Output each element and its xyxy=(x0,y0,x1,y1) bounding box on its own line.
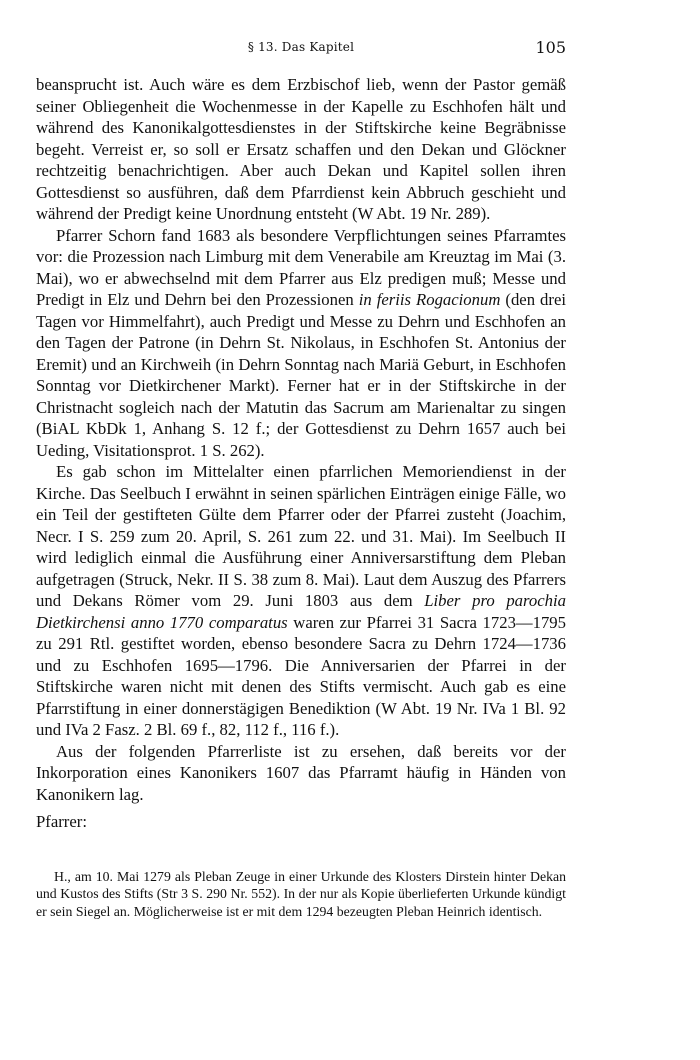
page-header xyxy=(36,38,566,60)
paragraph-2-text-a: Pfarrer Schorn fand 1683 als besondere Verpflichtungen seines Pfarramtes vor: die Prozession nach Limburg mit dem Venerabile am Kreuztag im Mai (3. Mai), wo er abwechselnd mit dem Pfarrer aus Elz predigen muß; Messe und Predigt in Elz und Dehrn bei den Prozessionen xyxy=(36,225,566,309)
entry-text: H., am 10. Mai 1279 als Pleban Zeuge in einer Urkunde des Klosters Dirstein hinter Dekan und Kustos des Stifts (Str 3 S. 290 Nr. 552). In der nur als Kopie überlieferten Urkunde kündigt er sein Siegel an. Möglicherweise ist er mit dem 1294 bezeugten Pleban Heinrich identisch. xyxy=(36,869,566,919)
paragraph-2 xyxy=(36,225,566,462)
section-label: Pfarrer: xyxy=(36,812,87,831)
paragraph-4: Aus der folgenden Pfarrerliste ist zu ersehen, daß bereits vor der Inkorporation eines Kanonikers 1607 das Pfarramt häufig in Händen von Kanonikern lag. xyxy=(36,741,566,804)
paragraph-2-text-b: (den drei Tagen vor Himmelfahrt), auch Predigt und Messe zu Dehrn und Eschhofen an den Tagen der Patrone (in Dehrn St. Nikolaus, in Eschhofen St. Antonius der Eremit) und an Kirchweih (in Dehrn Sonntag nach Mariä Geburt, in Eschhofen Sonntag vor Dietkirchener Markt). Ferner hat er in der Stiftskirche in der Christnacht sogleich nach der Matutin das Sacrum am Marienaltar zu singen (BiAL KbDk 1, Anhang S. 12 f.; der Gottesdienst zu Dehrn 1657 auch bei Ueding, Visitationsprot. 1 S. 262). xyxy=(36,290,566,460)
paragraph-2-italic: in feriis Rogacionum xyxy=(358,290,501,309)
paragraph-1: beansprucht ist. Auch wäre es dem Erzbischof lieb, wenn der Pastor gemäß seiner Obliegenheit die Wochenmesse in der Kapelle zu Eschhofen hält und während des Kanonikalgottesdienstes in der Stiftskirche keine Begräbnisse begeht. Verreist er, so soll er Ersatz schaffen und den Dekan und Glöckner rechtzeitig benachrichtigen. Aber auch Dekan und Kapitel sollen ihren Gottesdienst so ausführen, daß dem Pfarrdienst kein Abbruch geschieht und während der Predigt keine Unordnung entsteht (W Abt. 19 Nr. 289). xyxy=(36,75,566,223)
paragraph-3-text-a: Es gab schon im Mittelalter einen pfarrlichen Memoriendienst in der Kirche. Das Seelbuch I erwähnt in seinen spärlichen Einträgen einige Fälle, wo ein Teil der gestifteten Gülte dem Pfarrer oder der Pfarrei zusteht (Joachim, Necr. I S. 259 zum 20. April, S. 261 zum 22. und 31. Mai). Im Seelbuch II wird lediglich einmal die Ausführung einer Anniversarstiftung dem Pleban aufgetragen (Struck, Nekr. II S. 38 zum 8. Mai). Laut dem Auszug des Pfarrers und Dekans Römer vom 29. Juni 1803 aus dem xyxy=(36,462,566,610)
running-head: § 13. Das Kapitel xyxy=(247,40,355,54)
paragraph-3 xyxy=(36,461,566,741)
body-text xyxy=(36,74,566,833)
paragraph-3-text-b: waren zur Pfarrei 31 Sacra 1723—1795 zu 291 Rtl. gestiftet worden, ebenso besondere Sacra zu Dehrn 1724—1736 und zu Eschhofen 1695—1796. Die Anniversarien der Pfarrei in der Stiftskirche waren nicht mit denen des Stifts vermischt. Auch gab es eine Pfarrstiftung in einer donnerstägigen Benediktion (W Abt. 19 Nr. IVa 1 Bl. 92 und IVa 2 Fasz. 2 Bl. 69 f., 82, 112 f., 116 f.). xyxy=(36,612,566,739)
page-number: 105 xyxy=(535,38,566,57)
paragraph-3-italic: Liber pro parochia Dietkirchensi anno 1770 comparatus xyxy=(36,591,566,632)
